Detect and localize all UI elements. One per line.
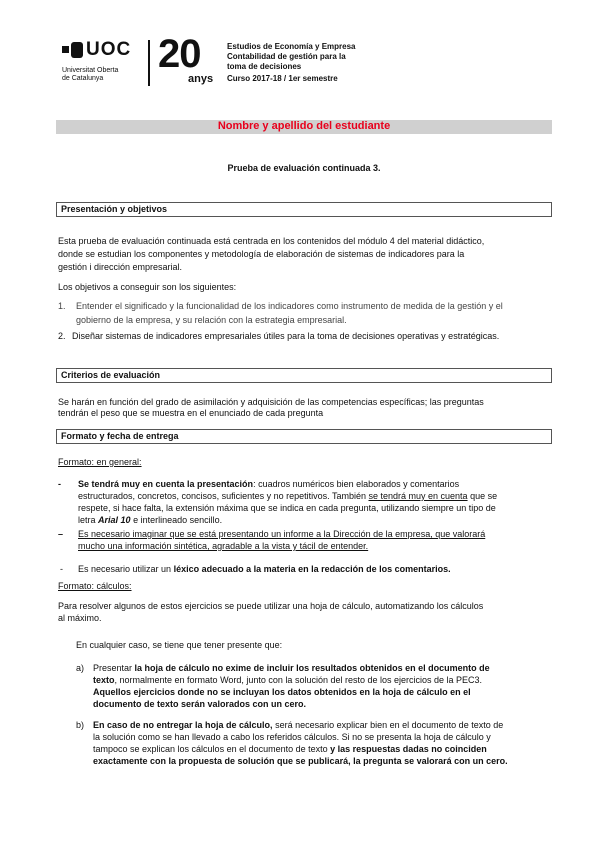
item-b-line3	[93, 743, 487, 755]
item-b-l1-b: será necesario explicar bien en el documento de texto de	[275, 720, 504, 730]
header-line-2: Contabilidad de gestión para la	[227, 52, 346, 61]
bullet-1-l4-a: letra	[78, 515, 96, 525]
bullet-1-rest: : cuadros numéricos bien elaborados y comentarios	[253, 479, 460, 489]
objective-1-line1: Entender el significado y la funcionalidad de los indicadores como instrumento de medida de la gestión y el	[76, 301, 503, 311]
bullet-2-marker: –	[58, 529, 64, 539]
criterios-line1: Se harán en función del grado de asimilación y adquisición de las competencias específicas; las preguntas	[58, 397, 484, 407]
objective-2: Diseñar sistemas de indicadores empresariales útiles para la toma de decisiones operativas y estratégicas.	[72, 331, 500, 341]
item-b-l3-b: y las respuestas dadas no coinciden	[330, 744, 487, 754]
formato-general-label: Formato: en general:	[58, 457, 142, 467]
header-line-4: Curso 2017-18 / 1er semestre	[227, 74, 338, 83]
objective-2-number: 2.	[58, 331, 66, 341]
intro-p1-line1: Esta prueba de evaluación continuada está centrada en los contenidos del módulo 4 del material didáctico,	[58, 236, 485, 246]
bullet-1-line1	[78, 478, 552, 490]
item-b-line2: la solución como se han llevado a cabo los referidos cálculos. Si no se presenta la hoja de cálculo y	[93, 732, 491, 742]
item-a-l1-b: la hoja de cálculo no exime de incluir los resultados obtenidos en el documento de	[134, 663, 490, 673]
bullet-1-line4	[78, 514, 222, 526]
uoc-logo-sub2: de Catalunya	[62, 75, 104, 82]
bullet-1-l4-c: e interlineado sencillo.	[133, 515, 223, 525]
item-b-l3-a: tampoco se explican los cálculos en el documento de texto	[93, 744, 328, 754]
intro-p2: Los objetivos a conseguir son los siguientes:	[58, 282, 237, 292]
section-criterios: Criterios de evaluación	[56, 368, 552, 383]
bullet-2-line1: Es necesario imaginar que se está presentando un informe a la Dirección de la empresa, que valorará	[78, 529, 486, 539]
bullet-2-line2: mucho una información sintética, agradable a la vista y tácil de entender.	[78, 541, 369, 551]
item-a-line3: Aquellos ejercicios donde no se incluyan los datos obtenidos en la hoja de cálculo en el	[93, 687, 471, 697]
anniversary-number: 20	[158, 32, 201, 76]
calc-line2: al máximo.	[58, 613, 102, 623]
item-a-l2-a: texto	[93, 675, 115, 685]
bullet-1-line3: respete, si hace falta, la extensión máxima que se indica en cada pregunta, utilizando siempre un tipo de	[78, 503, 496, 513]
bullet-1-marker: -	[58, 479, 61, 489]
caso-line: En cualquier caso, se tiene que tener presente que:	[76, 640, 283, 650]
bullet-3-marker: -	[60, 564, 63, 574]
section-formato: Formato y fecha de entrega	[56, 429, 552, 444]
bullet-1-line2	[78, 490, 497, 502]
bullet-1-l2-text: estructurados, concretos, concisos, suficientes y no repetitivos. También	[78, 491, 366, 501]
item-a-marker: a)	[76, 663, 85, 673]
item-b-line4: exactamente con la propuesta de solución que se publicará, la pregunta se valorará con un cero.	[93, 756, 508, 766]
formato-calculos-label: Formato: cálculos:	[58, 581, 132, 591]
student-name: Nombre y apellido del estudiante	[217, 120, 391, 132]
bullet-3-a: Es necesario utilizar un	[78, 564, 172, 574]
item-b-line1	[93, 719, 503, 731]
objective-1-number: 1.	[58, 301, 66, 311]
criterios-line2: tendrán el peso que se muestra en el enunciado de cada pregunta	[58, 408, 324, 418]
bullet-3	[78, 563, 451, 575]
item-b-marker: b)	[76, 720, 85, 730]
header-line-3: toma de decisiones	[227, 62, 302, 71]
uoc-logo-sub1: Universitat Oberta	[62, 67, 119, 74]
bullet-1-l4-font: Arial 10	[98, 515, 131, 525]
bullet-1-l2-underlined: se tendrá muy en cuenta	[368, 491, 468, 501]
header-line-1: Estudios de Economía y Empresa	[227, 42, 356, 51]
intro-p1-line3: gestión i dirección empresarial.	[58, 262, 183, 272]
bullet-1-bold: Se tendrá muy en cuenta la presentación	[78, 479, 254, 489]
item-a-line1	[93, 662, 490, 674]
item-b-l1-a: En caso de no entregar la hoja de cálculo,	[93, 720, 273, 730]
logo-divider	[148, 40, 150, 86]
uoc-logo-mark-icon	[62, 42, 84, 60]
exam-title: Prueba de evaluación continuada 3.	[227, 163, 381, 173]
item-a-line4: documento de texto serán valorados con un cero.	[93, 699, 307, 709]
anniversary-word: anys	[188, 73, 214, 85]
item-a-l2-b: , normalmente en formato Word, junto con la solución del resto de los ejercicios de la PEC3.	[114, 675, 483, 685]
bullet-1-l2-end: que se	[470, 491, 498, 501]
bullet-3-b: léxico adecuado a la materia en la redacción de los comentarios.	[173, 564, 451, 574]
item-a-l1-a: Presentar	[93, 663, 133, 673]
objective-1-line2: gobierno de la empresa, y su relación con la estrategia empresarial.	[76, 315, 347, 325]
uoc-logo-word: UOC	[86, 39, 132, 60]
item-a-line2	[93, 674, 482, 686]
calc-line1: Para resolver algunos de estos ejercicios se puede utilizar una hoja de cálculo, automatizando los cálculos	[58, 601, 484, 611]
uoc-logo	[62, 40, 152, 88]
intro-p1-line2: donde se estudian los componentes y metodología de elaboración de sistemas de indicadores para la	[58, 249, 465, 259]
section-presentacion: Presentación y objetivos	[56, 202, 552, 217]
